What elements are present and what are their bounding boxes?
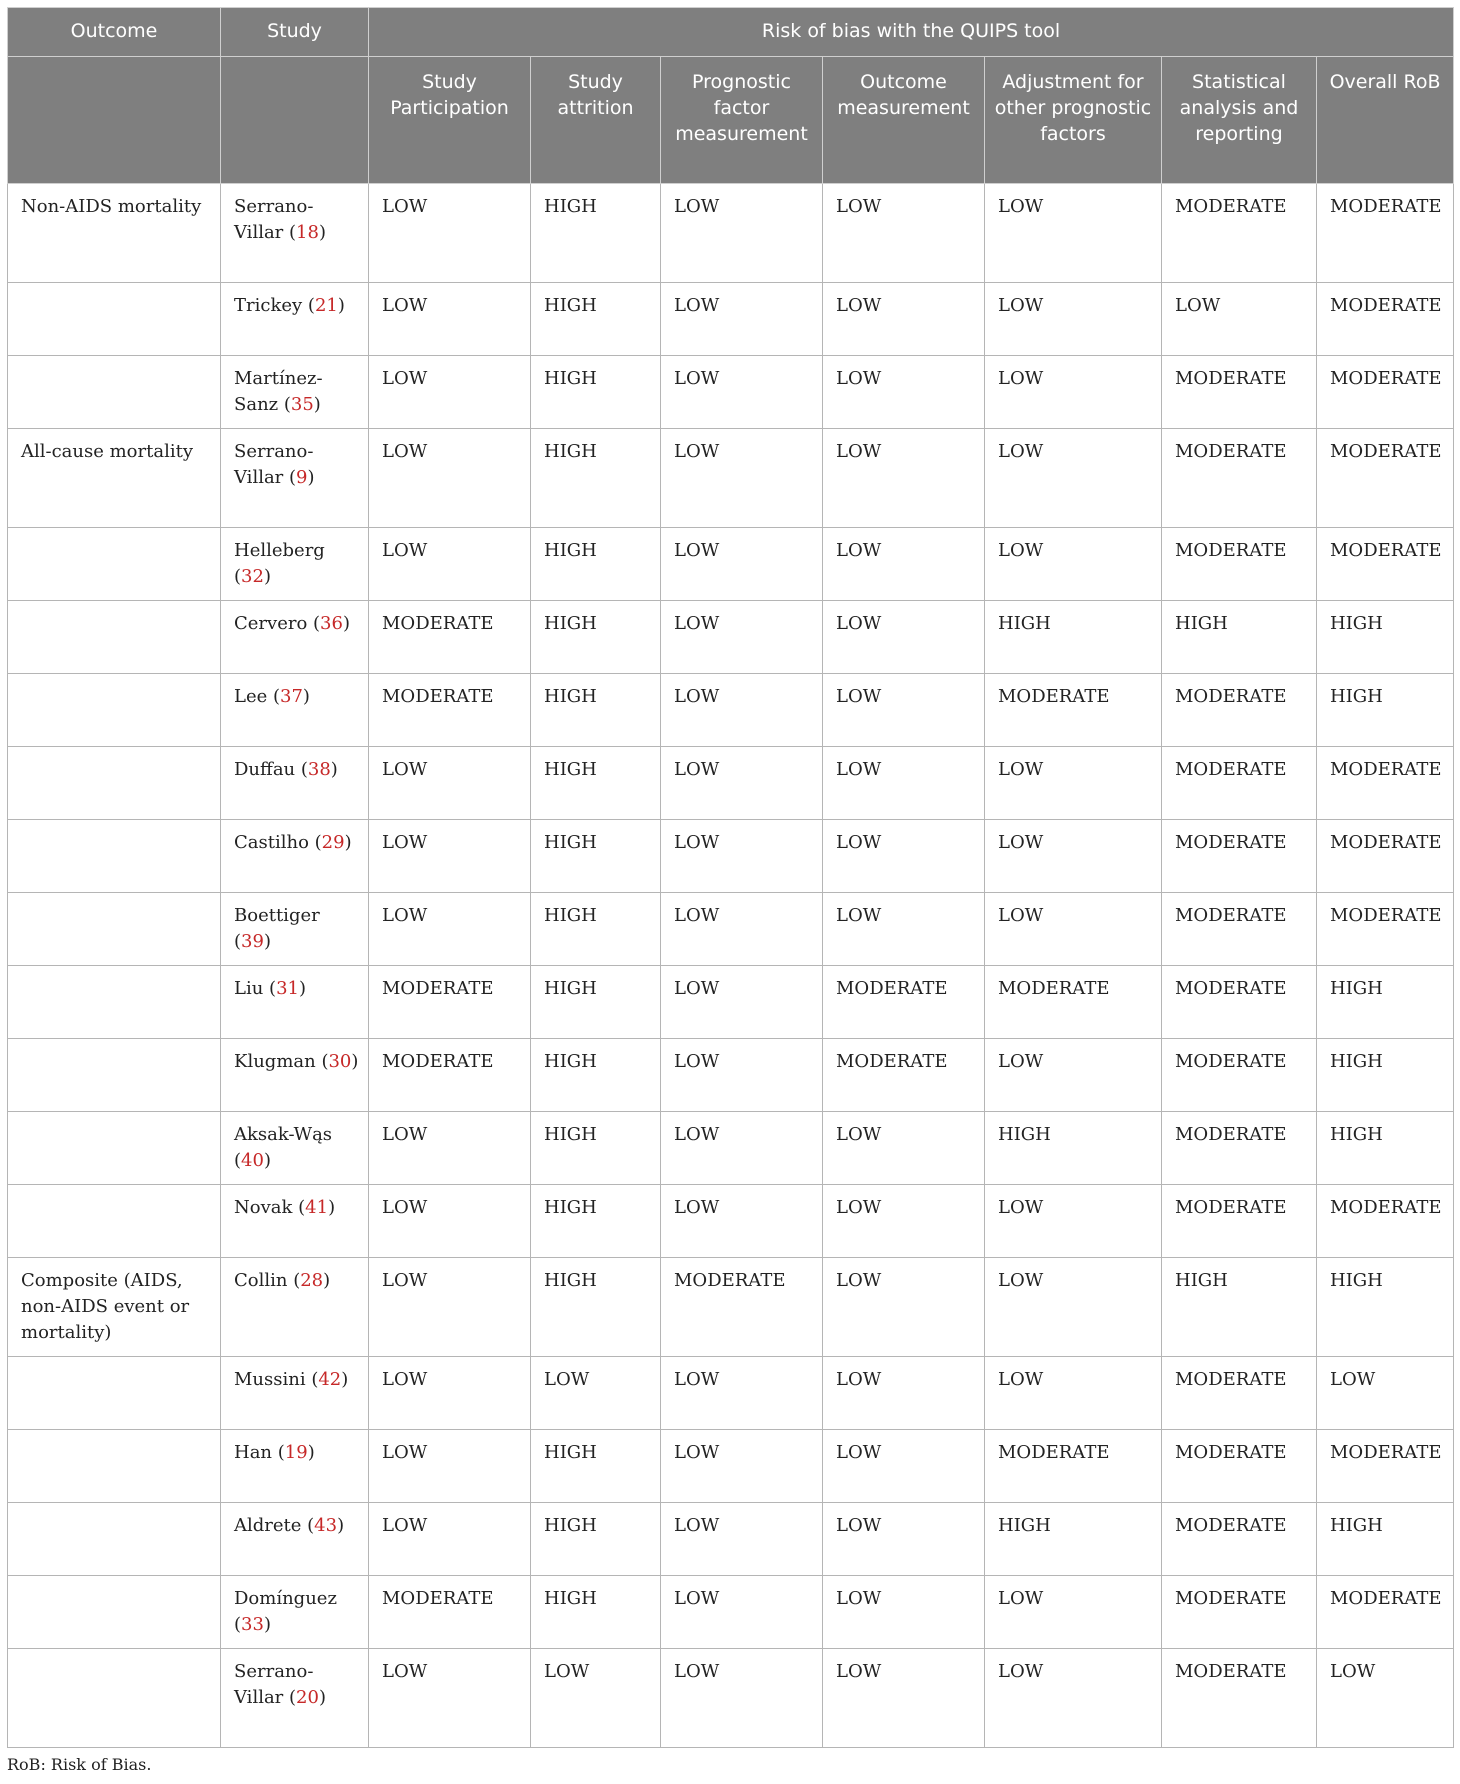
citation-link[interactable]: 18: [296, 222, 319, 243]
study-name: Serrano-Villar: [234, 196, 314, 243]
citation-link[interactable]: 9: [296, 467, 308, 488]
rating-cell: LOW: [985, 1258, 1162, 1357]
rating-cell: HIGH: [1317, 601, 1454, 674]
rating-cell: LOW: [985, 1576, 1162, 1649]
table-row: [8, 184, 1454, 283]
table-row: [8, 966, 1454, 1039]
rating-cell: MODERATE: [1317, 528, 1454, 601]
rating-cell: LOW: [823, 1185, 985, 1258]
study-cell: Collin (28): [221, 1258, 369, 1357]
outcome-header-blank: [8, 57, 221, 184]
citation-link[interactable]: 42: [318, 1369, 342, 1390]
study-cell: Novak (41): [221, 1185, 369, 1258]
outcome-cell: [8, 1503, 221, 1576]
rating-cell: LOW: [823, 1112, 985, 1185]
rating-cell: LOW: [823, 1503, 985, 1576]
rating-cell: LOW: [985, 283, 1162, 356]
study-name: Liu: [234, 978, 264, 999]
table-row: [8, 1503, 1454, 1576]
rating-cell: HIGH: [985, 601, 1162, 674]
rating-cell: LOW: [823, 184, 985, 283]
study-name: Han: [234, 1442, 273, 1463]
citation-link[interactable]: 29: [321, 832, 345, 853]
rating-cell: HIGH: [531, 674, 661, 747]
study-cell: Helleberg (32): [221, 528, 369, 601]
rating-cell: HIGH: [1317, 966, 1454, 1039]
rating-cell: HIGH: [531, 893, 661, 966]
outcome-cell: [8, 601, 221, 674]
domain-header: Statistical analysis and reporting: [1162, 57, 1317, 184]
rating-cell: MODERATE: [1317, 283, 1454, 356]
rating-cell: MODERATE: [1162, 747, 1317, 820]
rating-cell: LOW: [1317, 1649, 1454, 1748]
rating-cell: MODERATE: [1162, 528, 1317, 601]
rating-cell: LOW: [369, 429, 531, 528]
citation-link[interactable]: 35: [290, 394, 314, 415]
rating-cell: MODERATE: [1317, 820, 1454, 893]
study-name: Castilho: [234, 832, 309, 853]
table-row: [8, 1576, 1454, 1649]
rating-cell: LOW: [985, 1649, 1162, 1748]
rating-cell: LOW: [823, 1430, 985, 1503]
table-row: [8, 820, 1454, 893]
header-row-domains: [8, 57, 1454, 184]
rating-cell: LOW: [985, 1185, 1162, 1258]
rating-cell: MODERATE: [1162, 1649, 1317, 1748]
study-cell: Klugman (30): [221, 1039, 369, 1112]
study-name: Serrano-Villar: [234, 441, 314, 488]
rating-cell: LOW: [661, 966, 823, 1039]
table-row: [8, 429, 1454, 528]
rating-cell: HIGH: [1317, 674, 1454, 747]
rating-cell: MODERATE: [1162, 674, 1317, 747]
citation-link[interactable]: 32: [241, 566, 264, 587]
study-name: Serrano-Villar: [234, 1661, 314, 1708]
citation-link[interactable]: 33: [241, 1614, 264, 1635]
rating-cell: MODERATE: [1317, 184, 1454, 283]
table-row: [8, 1430, 1454, 1503]
rating-cell: LOW: [661, 1039, 823, 1112]
study-name: Mussini: [234, 1369, 306, 1390]
rating-cell: LOW: [661, 820, 823, 893]
study-name: Trickey: [234, 295, 303, 316]
rating-cell: LOW: [823, 283, 985, 356]
citation-link[interactable]: 40: [241, 1150, 264, 1171]
rating-cell: LOW: [661, 601, 823, 674]
rating-cell: HIGH: [1317, 1039, 1454, 1112]
table-row: [8, 283, 1454, 356]
study-cell: Aksak-Wąs (40): [221, 1112, 369, 1185]
rating-cell: LOW: [369, 283, 531, 356]
rating-cell: HIGH: [531, 601, 661, 674]
header-row-top: [8, 8, 1454, 57]
outcome-cell: [8, 1649, 221, 1748]
rating-cell: MODERATE: [1162, 1430, 1317, 1503]
study-name: Aldrete: [234, 1515, 302, 1536]
rating-cell: LOW: [661, 1576, 823, 1649]
domain-header: Adjustment for other prognostic factors: [985, 57, 1162, 184]
rating-cell: LOW: [369, 1185, 531, 1258]
study-name: Novak: [234, 1197, 293, 1218]
rating-cell: MODERATE: [823, 966, 985, 1039]
rating-cell: LOW: [661, 1430, 823, 1503]
rating-cell: HIGH: [531, 184, 661, 283]
rating-cell: LOW: [369, 184, 531, 283]
rating-cell: MODERATE: [1317, 1185, 1454, 1258]
citation-link[interactable]: 43: [314, 1515, 338, 1536]
domain-header: Study attrition: [531, 57, 661, 184]
outcome-cell: Non-AIDS mortality: [8, 184, 221, 283]
quips-risk-of-bias-table: [7, 7, 1454, 1748]
rating-cell: HIGH: [531, 1112, 661, 1185]
rating-cell: HIGH: [531, 1503, 661, 1576]
rating-cell: LOW: [823, 747, 985, 820]
table-container: [7, 7, 1453, 1748]
study-cell: Serrano-Villar (18): [221, 184, 369, 283]
citation-link[interactable]: 37: [280, 686, 303, 707]
table-row: [8, 1649, 1454, 1748]
citation-link[interactable]: 36: [320, 613, 343, 634]
rating-cell: LOW: [661, 1112, 823, 1185]
rating-cell: MODERATE: [985, 966, 1162, 1039]
outcome-cell: [8, 1185, 221, 1258]
domain-header: Prognostic factor measurement: [661, 57, 823, 184]
rating-cell: LOW: [369, 1258, 531, 1357]
rating-cell: LOW: [985, 528, 1162, 601]
outcome-cell: [8, 820, 221, 893]
rating-cell: MODERATE: [1162, 184, 1317, 283]
rating-cell: HIGH: [1162, 601, 1317, 674]
rating-cell: MODERATE: [985, 674, 1162, 747]
outcome-header: Outcome: [8, 8, 221, 57]
outcome-cell: [8, 1430, 221, 1503]
rating-cell: MODERATE: [1162, 966, 1317, 1039]
study-cell: Serrano-Villar (9): [221, 429, 369, 528]
rating-cell: LOW: [531, 1649, 661, 1748]
citation-link[interactable]: 39: [241, 931, 264, 952]
rating-cell: MODERATE: [1162, 1357, 1317, 1430]
rating-cell: LOW: [823, 601, 985, 674]
rating-cell: MODERATE: [369, 674, 531, 747]
table-row: [8, 1258, 1454, 1357]
study-cell: Mussini (42): [221, 1357, 369, 1430]
rating-cell: LOW: [661, 1649, 823, 1748]
outcome-cell: All-cause mortality: [8, 429, 221, 528]
study-name: Lee: [234, 686, 268, 707]
rating-cell: HIGH: [531, 966, 661, 1039]
study-name: Boettiger: [234, 905, 320, 926]
rating-cell: MODERATE: [1162, 820, 1317, 893]
rating-cell: MODERATE: [1162, 1185, 1317, 1258]
citation-link[interactable]: 41: [305, 1197, 329, 1218]
table-row: [8, 1357, 1454, 1430]
table-row: [8, 1039, 1454, 1112]
table-row: [8, 356, 1454, 429]
outcome-cell: [8, 966, 221, 1039]
rating-cell: LOW: [1317, 1357, 1454, 1430]
rating-cell: MODERATE: [1162, 1503, 1317, 1576]
rating-cell: LOW: [369, 1357, 531, 1430]
study-name: Duffau: [234, 759, 296, 780]
rating-cell: LOW: [823, 820, 985, 893]
citation-link[interactable]: 28: [300, 1270, 324, 1291]
rating-cell: MODERATE: [1317, 356, 1454, 429]
study-header: Study: [221, 8, 369, 57]
citation-link[interactable]: 21: [314, 295, 338, 316]
rating-cell: MODERATE: [1317, 1576, 1454, 1649]
outcome-cell: [8, 674, 221, 747]
rating-cell: LOW: [369, 1430, 531, 1503]
rating-cell: LOW: [985, 429, 1162, 528]
outcome-cell: [8, 1112, 221, 1185]
study-name: Collin: [234, 1270, 288, 1291]
rating-cell: MODERATE: [1162, 356, 1317, 429]
rating-cell: LOW: [1162, 283, 1317, 356]
rating-cell: HIGH: [531, 747, 661, 820]
rating-cell: LOW: [985, 184, 1162, 283]
rating-cell: LOW: [985, 1357, 1162, 1430]
rating-cell: LOW: [531, 1357, 661, 1430]
study-header-blank: [221, 57, 369, 184]
table-row: [8, 601, 1454, 674]
rating-cell: LOW: [985, 356, 1162, 429]
rating-cell: LOW: [661, 356, 823, 429]
rating-cell: MODERATE: [369, 1576, 531, 1649]
study-name: Helleberg: [234, 540, 325, 561]
rating-cell: MODERATE: [1162, 429, 1317, 528]
citation-link[interactable]: 30: [328, 1051, 352, 1072]
study-name: Domínguez: [234, 1588, 337, 1609]
rating-cell: LOW: [823, 429, 985, 528]
rating-cell: LOW: [823, 356, 985, 429]
rating-cell: LOW: [985, 893, 1162, 966]
outcome-cell: [8, 747, 221, 820]
rating-cell: LOW: [823, 1357, 985, 1430]
domain-header: Overall RoB: [1317, 57, 1454, 184]
study-name: Martínez-Sanz: [234, 368, 323, 415]
rating-cell: LOW: [661, 283, 823, 356]
study-name: Aksak-Wąs: [234, 1124, 333, 1145]
rating-cell: LOW: [661, 747, 823, 820]
study-cell: Cervero (36): [221, 601, 369, 674]
study-name: Cervero: [234, 613, 308, 634]
outcome-cell: Composite (AIDS, non-AIDS event or mortality): [8, 1258, 221, 1357]
rating-cell: HIGH: [531, 1430, 661, 1503]
rating-cell: LOW: [369, 1503, 531, 1576]
citation-link[interactable]: 31: [276, 978, 299, 999]
rating-cell: HIGH: [531, 1039, 661, 1112]
table-row: [8, 528, 1454, 601]
rating-cell: MODERATE: [1317, 1430, 1454, 1503]
rating-cell: MODERATE: [369, 1039, 531, 1112]
rating-cell: LOW: [985, 747, 1162, 820]
rating-cell: HIGH: [1317, 1112, 1454, 1185]
table-body: [8, 184, 1454, 1748]
rating-cell: HIGH: [1317, 1258, 1454, 1357]
rating-cell: MODERATE: [985, 1430, 1162, 1503]
rating-cell: HIGH: [985, 1112, 1162, 1185]
domain-header: Study Participation: [369, 57, 531, 184]
rating-cell: LOW: [661, 429, 823, 528]
rating-cell: MODERATE: [1162, 1039, 1317, 1112]
rating-cell: LOW: [661, 674, 823, 747]
study-cell: Duffau (38): [221, 747, 369, 820]
rating-cell: LOW: [823, 1258, 985, 1357]
outcome-cell: [8, 283, 221, 356]
rating-cell: HIGH: [1162, 1258, 1317, 1357]
rating-cell: LOW: [369, 1112, 531, 1185]
rating-cell: MODERATE: [369, 601, 531, 674]
rating-cell: HIGH: [531, 528, 661, 601]
rating-cell: LOW: [823, 1649, 985, 1748]
rating-cell: MODERATE: [1317, 747, 1454, 820]
rating-cell: MODERATE: [369, 966, 531, 1039]
outcome-cell: [8, 1039, 221, 1112]
study-cell: Trickey (21): [221, 283, 369, 356]
table-row: [8, 674, 1454, 747]
quips-group-header: Risk of bias with the QUIPS tool: [369, 8, 1454, 57]
rating-cell: MODERATE: [661, 1258, 823, 1357]
table-row: [8, 893, 1454, 966]
rating-cell: LOW: [661, 184, 823, 283]
rating-cell: MODERATE: [1317, 429, 1454, 528]
rating-cell: HIGH: [531, 283, 661, 356]
rating-cell: LOW: [985, 820, 1162, 893]
rating-cell: MODERATE: [1162, 893, 1317, 966]
rating-cell: HIGH: [531, 820, 661, 893]
rating-cell: MODERATE: [823, 1039, 985, 1112]
study-cell: Aldrete (43): [221, 1503, 369, 1576]
domain-header: Outcome measurement: [823, 57, 985, 184]
rating-cell: LOW: [823, 893, 985, 966]
study-cell: Serrano-Villar (20): [221, 1649, 369, 1748]
rating-cell: HIGH: [531, 1185, 661, 1258]
rating-cell: LOW: [661, 893, 823, 966]
rating-cell: MODERATE: [1162, 1576, 1317, 1649]
rating-cell: HIGH: [531, 429, 661, 528]
rating-cell: LOW: [369, 893, 531, 966]
study-cell: Martínez-Sanz (35): [221, 356, 369, 429]
table-row: [8, 1185, 1454, 1258]
table-footnote: RoB: Risk of Bias.: [7, 1755, 152, 1774]
rating-cell: MODERATE: [1317, 893, 1454, 966]
study-cell: Han (19): [221, 1430, 369, 1503]
rating-cell: HIGH: [985, 1503, 1162, 1576]
rating-cell: LOW: [369, 356, 531, 429]
citation-link[interactable]: 20: [296, 1687, 319, 1708]
outcome-cell: [8, 1357, 221, 1430]
citation-link[interactable]: 19: [284, 1442, 308, 1463]
rating-cell: LOW: [823, 674, 985, 747]
table-row: [8, 1112, 1454, 1185]
study-cell: Castilho (29): [221, 820, 369, 893]
rating-cell: MODERATE: [1162, 1112, 1317, 1185]
rating-cell: HIGH: [531, 1258, 661, 1357]
outcome-cell: [8, 1576, 221, 1649]
study-cell: Boettiger (39): [221, 893, 369, 966]
rating-cell: LOW: [369, 1649, 531, 1748]
rating-cell: LOW: [985, 1039, 1162, 1112]
rating-cell: LOW: [369, 820, 531, 893]
study-name: Klugman: [234, 1051, 316, 1072]
rating-cell: HIGH: [531, 1576, 661, 1649]
rating-cell: LOW: [661, 1185, 823, 1258]
study-cell: Liu (31): [221, 966, 369, 1039]
rating-cell: LOW: [661, 528, 823, 601]
rating-cell: HIGH: [1317, 1503, 1454, 1576]
rating-cell: LOW: [369, 528, 531, 601]
outcome-cell: [8, 528, 221, 601]
rating-cell: LOW: [661, 1357, 823, 1430]
rating-cell: LOW: [369, 747, 531, 820]
table-row: [8, 747, 1454, 820]
rating-cell: HIGH: [531, 356, 661, 429]
study-cell: Domínguez (33): [221, 1576, 369, 1649]
study-cell: Lee (37): [221, 674, 369, 747]
rating-cell: LOW: [823, 528, 985, 601]
outcome-cell: [8, 893, 221, 966]
outcome-cell: [8, 356, 221, 429]
rating-cell: LOW: [661, 1503, 823, 1576]
rating-cell: LOW: [823, 1576, 985, 1649]
citation-link[interactable]: 38: [307, 759, 331, 780]
